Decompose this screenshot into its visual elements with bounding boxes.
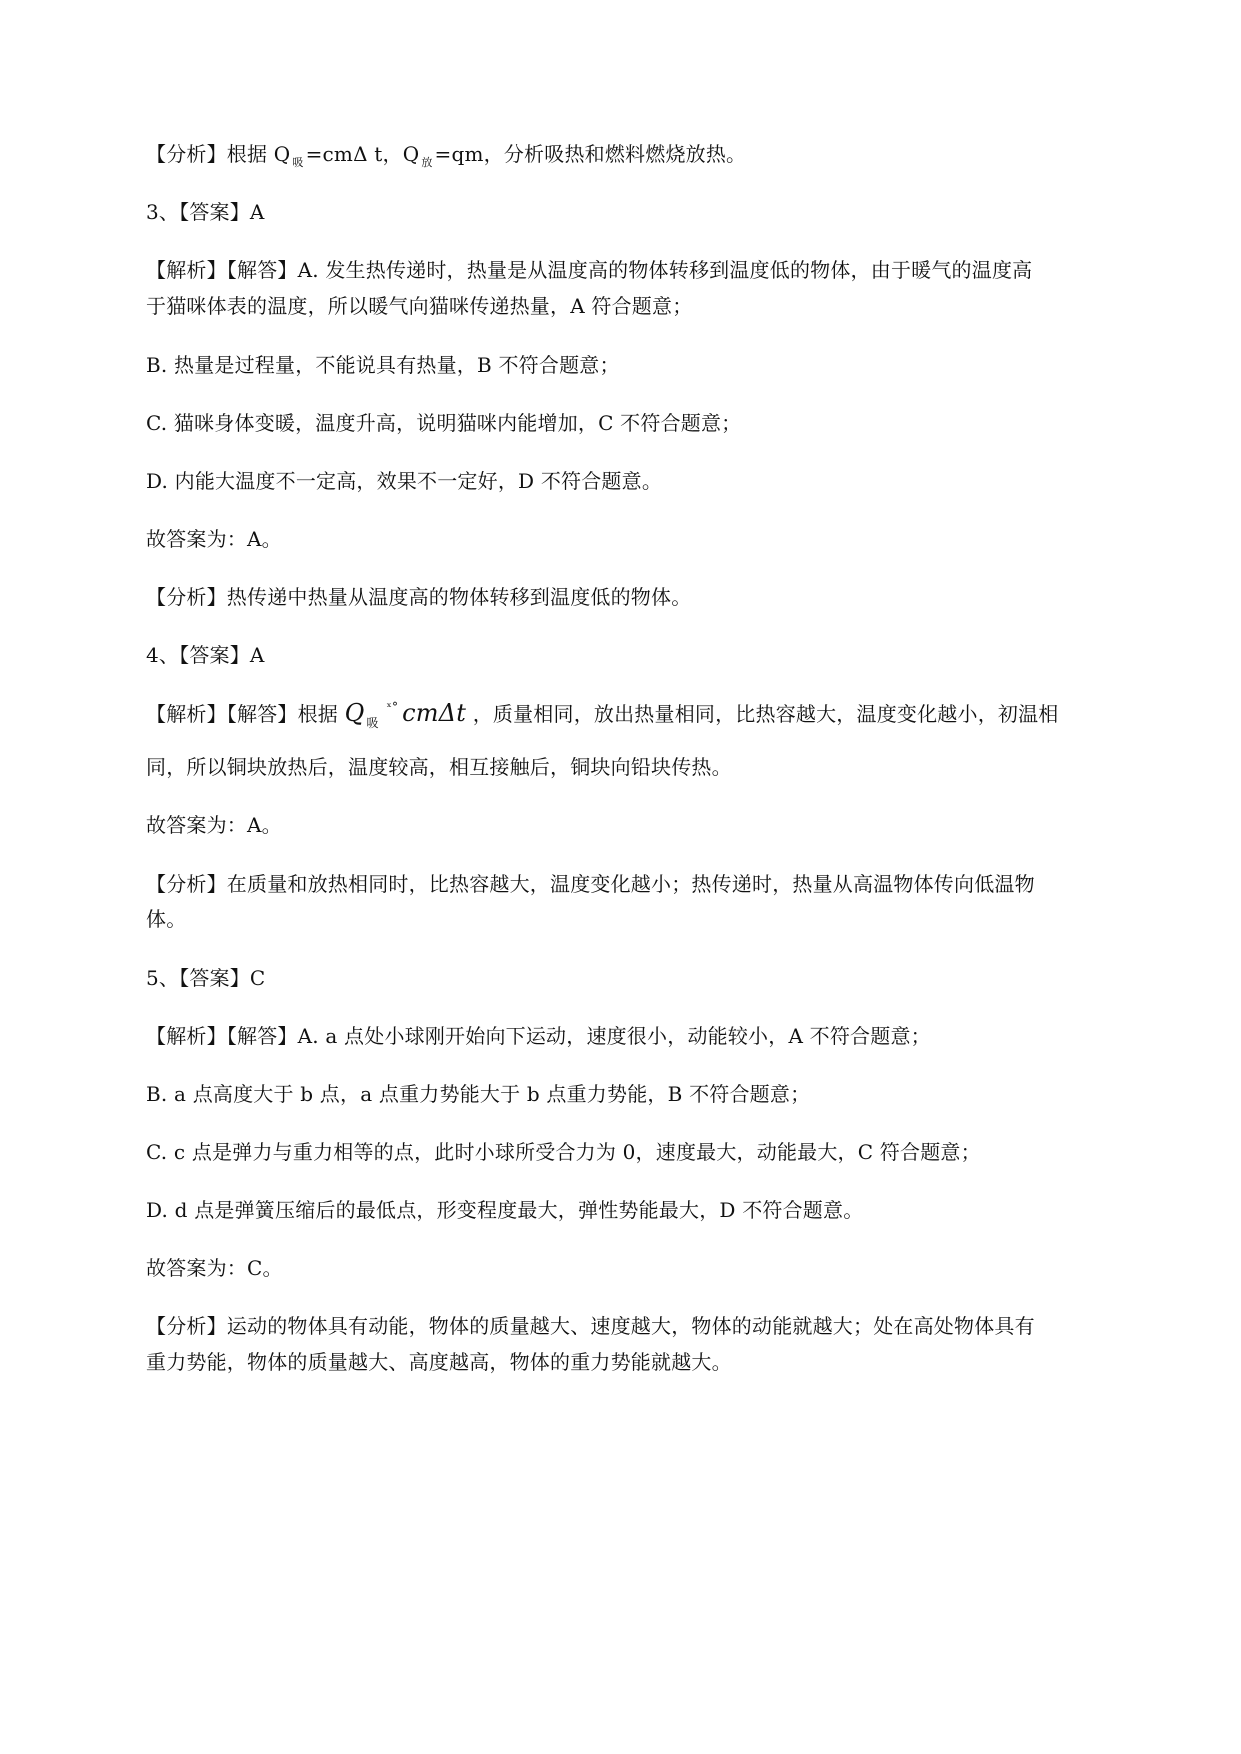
formula-cm-delta-t: cmΔt	[402, 699, 467, 727]
explanation-line-q5-a: 【解析】【解答】A. a 点处小球刚开始向下运动，速度很小，动能较小，A 不符合题意；	[146, 1024, 931, 1048]
subscript-absorb: 吸	[292, 156, 304, 169]
explanation-line-q3-b: B. 热量是过程量，不能说具有热量，B 不符合题意；	[146, 353, 620, 377]
analysis-text-end: =qm，分析吸热和燃料燃烧放热。	[434, 142, 747, 166]
explanation-line-q4	[146, 701, 1059, 729]
formula-equals-glyph: ˣ°	[386, 700, 399, 714]
analysis-text-formula1: =cm	[305, 142, 354, 166]
analysis-line-q4-cont: 体。	[146, 907, 187, 931]
analysis-text-start: 【分析】根据 Q	[146, 142, 291, 166]
formula-q-subscript: 吸	[366, 716, 379, 730]
final-answer-q5: 故答案为：C。	[146, 1256, 283, 1280]
analysis-line-q3: 【分析】热传递中热量从温度高的物体转移到温度低的物体。	[146, 585, 692, 609]
explanation-line-q4-cont: 同，所以铜块放热后，温度较高，相互接触后，铜块向铅块传热。	[146, 755, 732, 779]
subscript-release: 放	[421, 156, 433, 169]
explanation-line-q3-a-cont: 于猫咪体表的温度，所以暖气向猫咪传递热量，A 符合题意；	[146, 294, 693, 318]
explanation-line-q3-a: 【解析】【解答】A. 发生热传递时，热量是从温度高的物体转移到温度低的物体，由于暖气的温度高	[146, 258, 1033, 282]
explanation-line-q5-b: B. a 点高度大于 b 点，a 点重力势能大于 b 点重力势能，B 不符合题意；	[146, 1082, 811, 1106]
explanation-text-start: 【解析】【解答】根据	[146, 702, 345, 726]
analysis-line-q5-cont: 重力势能，物体的质量越大、高度越高，物体的重力势能就越大。	[146, 1350, 732, 1374]
answer-line-q5: 5、【答案】C	[146, 966, 266, 990]
explanation-line-q3-d: D. 内能大温度不一定高，效果不一定好，D 不符合题意。	[146, 469, 663, 493]
analysis-line-q4: 【分析】在质量和放热相同时，比热容越大，温度变化越小；热传递时，热量从高温物体传向低温物	[146, 872, 1035, 896]
answer-line-q3: 3、【答案】A	[146, 200, 265, 224]
explanation-line-q3-c: C. 猫咪身体变暖，温度升高，说明猫咪内能增加，C 不符合题意；	[146, 411, 742, 435]
final-answer-q4: 故答案为：A。	[146, 813, 282, 837]
analysis-line-q2	[146, 142, 746, 170]
explanation-line-q5-c: C. c 点是弹力与重力相等的点，此时小球所受合力为 0，速度最大，动能最大，C 符合题意；	[146, 1140, 981, 1164]
answer-line-q4: 4、【答案】A	[146, 643, 265, 667]
analysis-text-formula2: Δ t，Q	[353, 142, 420, 166]
analysis-line-q5: 【分析】运动的物体具有动能，物体的质量越大、速度越大，物体的动能就越大；处在高处物体具有	[146, 1314, 1035, 1338]
final-answer-q3: 故答案为：A。	[146, 527, 282, 551]
explanation-line-q5-d: D. d 点是弹簧压缩后的最低点，形变程度最大，弹性势能最大，D 不符合题意。	[146, 1198, 864, 1222]
explanation-text-end: ，质量相同，放出热量相同，比热容越大，温度变化越小，初温相	[466, 702, 1059, 726]
formula-q: Q	[344, 699, 365, 727]
